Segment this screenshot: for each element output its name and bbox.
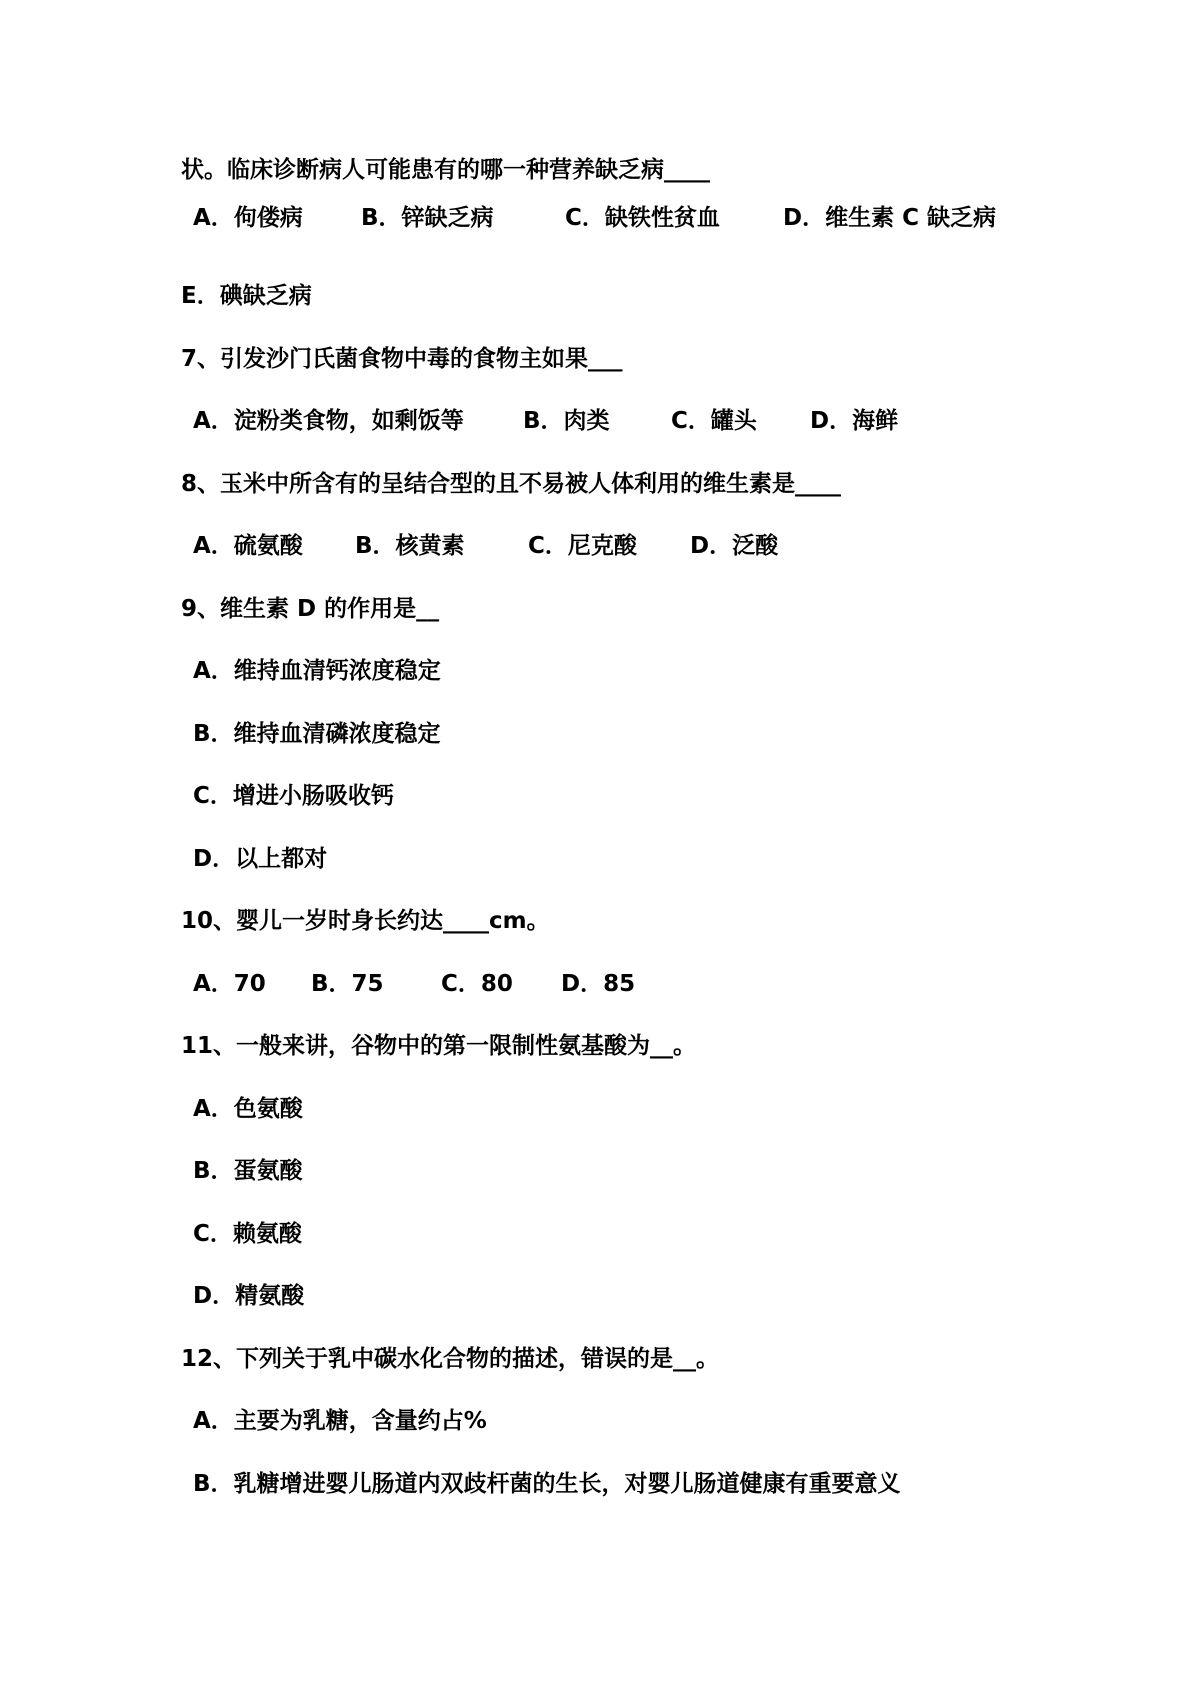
- q11-option-a: A．色氨酸: [193, 1096, 303, 1122]
- q6-option-c: C．缺铁性贫血: [565, 205, 720, 231]
- q8-option-a: A．硫氨酸: [193, 533, 303, 559]
- q11-option-b: B．蛋氨酸: [193, 1158, 303, 1184]
- q6-option-d: D．维生素 C 缺乏病: [783, 205, 996, 231]
- q6-option-e: E．碘缺乏病: [181, 283, 312, 309]
- q11-option-d: D．精氨酸: [193, 1283, 305, 1309]
- q11-stem: 11、一般来讲，谷物中的第一限制性氨基酸为__。: [181, 1033, 697, 1059]
- q9-option-a: A．维持血清钙浓度稳定: [193, 658, 441, 684]
- q8-option-b: B．核黄素: [355, 533, 465, 559]
- q12-option-a: A．主要为乳糖，含量约占%: [193, 1408, 487, 1434]
- q12-stem: 12、下列关于乳中碳水化合物的描述，错误的是__。: [181, 1346, 720, 1372]
- q8-option-d: D．泛酸: [690, 533, 779, 559]
- q7-stem: 7、引发沙门氏菌食物中毒的食物主如果___: [181, 346, 623, 372]
- q10-stem: 10、婴儿一岁时身长约达____cm。: [181, 908, 550, 934]
- q6-stem-tail: 状。临床诊断病人可能患有的哪一种营养缺乏病____: [181, 157, 710, 183]
- q7-option-d: D．海鲜: [810, 408, 899, 434]
- q11-option-c: C．赖氨酸: [193, 1221, 302, 1247]
- q7-option-a: A．淀粉类食物，如剩饭等: [193, 408, 464, 434]
- q9-stem: 9、维生素 D 的作用是__: [181, 596, 440, 622]
- q10-option-c: C．80: [441, 971, 513, 997]
- q8-option-c: C．尼克酸: [528, 533, 637, 559]
- q6-option-a: A．佝偻病: [193, 205, 303, 231]
- q9-option-d: D．以上都对: [193, 846, 328, 872]
- q10-option-a: A．70: [193, 971, 266, 997]
- q7-option-c: C．罐头: [671, 408, 757, 434]
- q6-option-b: B．锌缺乏病: [361, 205, 494, 231]
- q9-option-c: C．增进小肠吸收钙: [193, 783, 394, 809]
- q10-option-d: D．85: [561, 971, 636, 997]
- q8-stem: 8、玉米中所含有的呈结合型的且不易被人体利用的维生素是____: [181, 471, 842, 497]
- q12-option-b: B．乳糖增进婴儿肠道内双歧杆菌的生长，对婴儿肠道健康有重要意义: [193, 1471, 901, 1497]
- q10-option-b: B．75: [311, 971, 384, 997]
- q9-option-b: B．维持血清磷浓度稳定: [193, 721, 441, 747]
- q7-option-b: B．肉类: [523, 408, 610, 434]
